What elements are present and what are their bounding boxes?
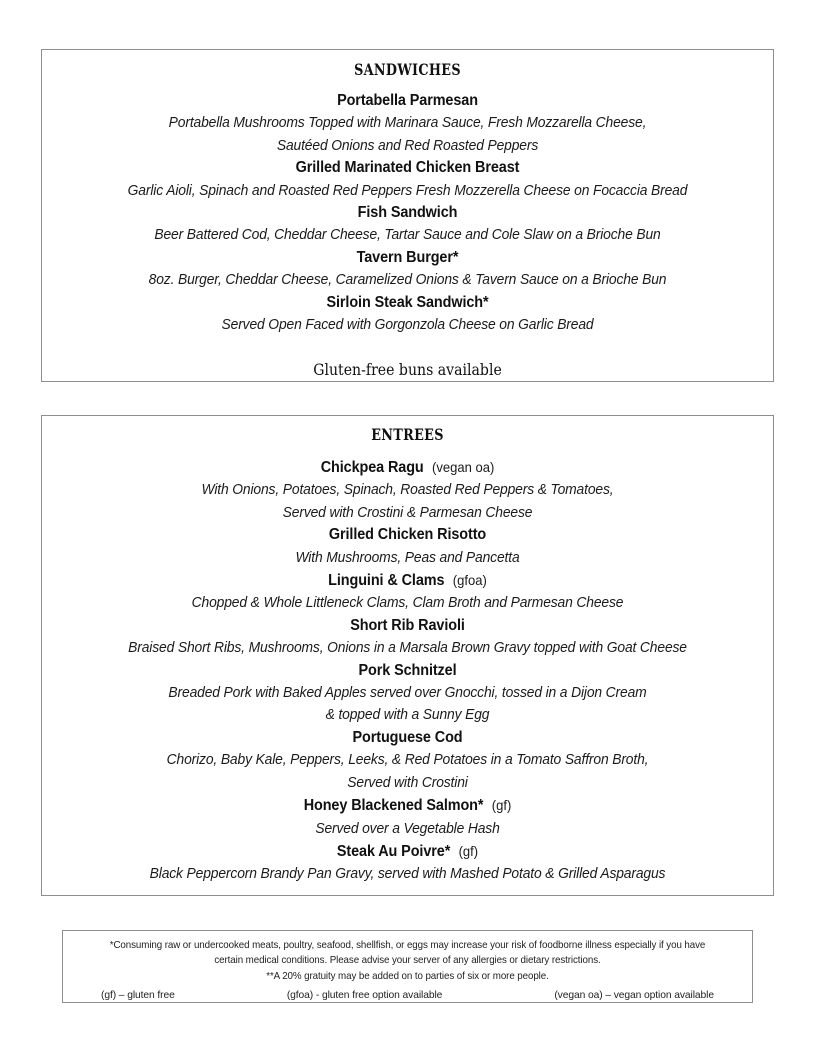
menu-item-name: Sirloin Steak Sandwich* [326, 293, 489, 311]
menu-item-name: Portuguese Cod [352, 728, 463, 746]
menu-item-name-text: Honey Blackened Salmon* [303, 797, 484, 815]
entrees-item-list [42, 456, 773, 886]
menu-item [50, 247, 765, 292]
menu-item-name [75, 569, 740, 592]
sandwiches-section [41, 49, 774, 382]
menu-item-description: Sautéed Onions and Red Roasted Peppers [276, 137, 539, 154]
menu-item-name: Grilled Marinated Chicken Breast [295, 159, 520, 177]
menu-item [50, 794, 765, 840]
menu-item-description: Served with Crostini [347, 774, 468, 791]
menu-item-name: Grilled Chicken Risotto [328, 526, 487, 544]
menu-item-name: Pork Schnitzel [358, 661, 457, 679]
menu-item-name-text: Chickpea Ragu [320, 459, 424, 476]
entrees-section [41, 415, 774, 896]
menu-item-description: Beer Battered Cod, Cheddar Cheese, Tartar Sauce and Cole Slaw on a Brioche Bun [154, 227, 661, 244]
menu-item [50, 615, 765, 660]
menu-item-tag: (gf) [491, 797, 512, 814]
menu-item-name: Tavern Burger* [356, 248, 459, 266]
disclaimer-line-1: *Consuming raw or undercooked meats, poultry, seafood, shellfish, or eggs may increase your risk of foodborne illness especially if you have [109, 940, 706, 951]
gluten-free-note: Gluten-free buns available [313, 360, 502, 380]
menu-item-description: & topped with a Sunny Egg [325, 707, 490, 724]
menu-item-tag: (vegan oa) [432, 459, 495, 475]
menu-item-description: Breaded Pork with Baked Apples served over Gnocchi, tossed in a Dijon Cream [168, 685, 647, 702]
menu-item-description: 8oz. Burger, Cheddar Cheese, Caramelized Onions & Tavern Sauce on a Brioche Bun [148, 272, 667, 289]
menu-item-name-text: Steak Au Poivre* [336, 842, 451, 860]
gratuity-note: **A 20% gratuity may be added on to parties of six or more people. [266, 970, 549, 982]
menu-item-tag: (gf) [458, 842, 479, 859]
menu-item-name: Short Rib Ravioli [350, 616, 465, 634]
legend-row [73, 984, 742, 1003]
menu-item-description: Chorizo, Baby Kale, Peppers, Leeks, & Red Potatoes in a Tomato Saffron Broth, [166, 752, 649, 769]
menu-item-description: Served over a Vegetable Hash [315, 820, 500, 837]
disclaimer-box [62, 930, 753, 1003]
menu-item-name [75, 794, 740, 817]
legend-gluten-free: (gf) – gluten free [101, 990, 175, 1002]
menu-item-description: Braised Short Ribs, Mushrooms, Onions in a Marsala Brown Gravy topped with Goat Cheese [128, 640, 687, 657]
menu-item-description: Black Peppercorn Brandy Pan Gravy, served with Mashed Potato & Grilled Asparagus [149, 866, 666, 883]
menu-item [50, 90, 765, 157]
menu-item-description: Portabella Mushrooms Topped with Marinara Sauce, Fresh Mozzarella Cheese, [168, 115, 647, 132]
menu-item-description: With Onions, Potatoes, Spinach, Roasted Red Peppers & Tomatoes, [201, 482, 614, 499]
sandwiches-heading: SANDWICHES [354, 60, 461, 79]
menu-item-name: Fish Sandwich [357, 204, 458, 222]
menu-item [50, 569, 765, 615]
menu-item-description: Garlic Aioli, Spinach and Roasted Red Peppers Fresh Mozzerella Cheese on Focaccia Bread [127, 182, 688, 199]
menu-item [50, 157, 765, 202]
menu-item [50, 727, 765, 794]
sandwiches-item-list [42, 90, 773, 336]
menu-item-description: With Mushrooms, Peas and Pancetta [295, 549, 520, 566]
legend-vegan-option: (vegan oa) – vegan option available [554, 990, 714, 1002]
menu-item [50, 292, 765, 337]
menu-item [50, 202, 765, 247]
entrees-heading: ENTREES [371, 425, 444, 444]
menu-item-description: Served with Crostini & Parmesan Cheese [282, 504, 533, 521]
legend-gluten-free-option: (gfoa) - gluten free option available [286, 990, 443, 1002]
menu-item [50, 524, 765, 569]
menu-item-description: Chopped & Whole Littleneck Clams, Clam Broth and Parmesan Cheese [191, 595, 624, 612]
menu-item-description: Served Open Faced with Gorgonzola Cheese on Garlic Bread [221, 317, 594, 334]
menu-item-name [75, 840, 740, 863]
menu-item-name-text: Linguini & Clams [328, 572, 445, 590]
disclaimer-line-2: certain medical conditions. Please advise your server of any allergies or dietary restrictions. [214, 955, 601, 967]
menu-item-tag: (gfoa) [452, 572, 487, 589]
menu-item-name: Portabella Parmesan [337, 92, 478, 109]
menu-item [50, 660, 765, 727]
disclaimer-text-group [63, 931, 752, 1004]
menu-item [50, 840, 765, 886]
menu-item [50, 456, 765, 524]
menu-item-name [75, 456, 740, 479]
